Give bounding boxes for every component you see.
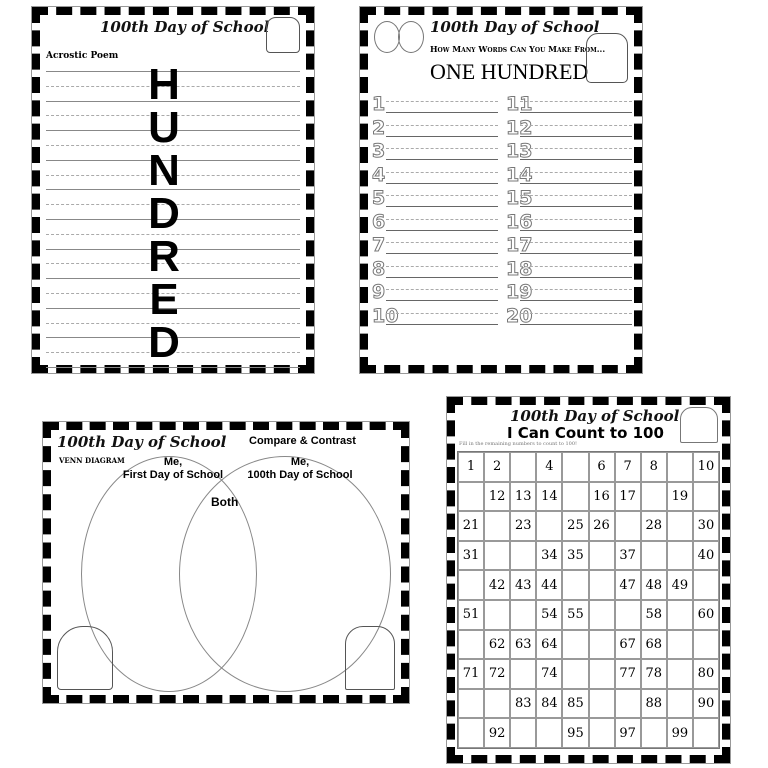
girl-reading-icon xyxy=(57,626,113,690)
number-cell[interactable] xyxy=(589,689,615,719)
number-cell[interactable] xyxy=(641,482,667,512)
word-answer-line[interactable] xyxy=(520,183,632,184)
line-number: 20 xyxy=(506,304,533,327)
number-cell[interactable] xyxy=(641,718,667,748)
number-cell: 16 xyxy=(589,482,615,512)
guide-line xyxy=(386,148,498,149)
number-cell: 35 xyxy=(562,541,588,571)
number-cell[interactable] xyxy=(458,482,484,512)
number-cell[interactable] xyxy=(615,511,641,541)
guide-line xyxy=(520,172,632,173)
number-cell: 97 xyxy=(615,718,641,748)
guide-line xyxy=(520,313,632,314)
word-answer-line[interactable] xyxy=(520,324,632,325)
number-cell: 21 xyxy=(458,511,484,541)
overlap-label: Both xyxy=(211,495,239,509)
number-cell[interactable] xyxy=(589,600,615,630)
number-cell: 71 xyxy=(458,659,484,689)
hundred-chart-worksheet xyxy=(447,397,730,763)
number-cell: 25 xyxy=(562,511,588,541)
number-cell: 34 xyxy=(536,541,562,571)
word-answer-line[interactable] xyxy=(386,230,498,231)
number-cell: 99 xyxy=(667,718,693,748)
number-cell: 4 xyxy=(536,452,562,482)
guide-line xyxy=(386,242,498,243)
number-cell: 23 xyxy=(510,511,536,541)
line-number: 9 xyxy=(372,281,386,303)
line-number: 7 xyxy=(372,234,386,256)
worksheet-prompt: How Many Words Can You Make From... xyxy=(430,44,606,54)
number-cell: 68 xyxy=(641,630,667,660)
line-number: 2 xyxy=(372,116,386,139)
word-answer-line[interactable] xyxy=(520,136,632,137)
number-cell[interactable] xyxy=(589,659,615,689)
guide-line xyxy=(386,219,498,220)
acrostic-letter: H xyxy=(148,60,180,109)
number-cell[interactable] xyxy=(510,600,536,630)
line-number: 5 xyxy=(372,187,386,209)
number-cell: 83 xyxy=(510,689,536,719)
guide-line xyxy=(520,242,632,243)
hundred-chart-grid xyxy=(457,451,720,749)
number-cell[interactable] xyxy=(693,718,719,748)
number-cell[interactable] xyxy=(562,452,588,482)
number-cell[interactable] xyxy=(510,659,536,689)
acrostic-letter: N xyxy=(148,146,180,195)
number-cell[interactable] xyxy=(484,511,510,541)
backpack-icon xyxy=(266,17,300,53)
number-cell[interactable] xyxy=(667,630,693,660)
number-cell: 54 xyxy=(536,600,562,630)
word-answer-line[interactable] xyxy=(386,253,498,254)
number-cell: 12 xyxy=(484,482,510,512)
line-number: 18 xyxy=(506,257,533,280)
number-cell[interactable] xyxy=(667,541,693,571)
number-cell[interactable] xyxy=(484,541,510,571)
line-number: 1 xyxy=(372,93,386,115)
number-cell: 17 xyxy=(615,482,641,512)
boy-with-books-icon xyxy=(345,626,395,690)
number-cell: 85 xyxy=(562,689,588,719)
number-cell: 7 xyxy=(615,452,641,482)
number-cell: 92 xyxy=(484,718,510,748)
guide-line xyxy=(520,195,632,196)
number-cell[interactable] xyxy=(667,659,693,689)
number-cell: 13 xyxy=(510,482,536,512)
acrostic-letter: R xyxy=(148,232,180,281)
number-cell: 44 xyxy=(536,570,562,600)
line-number: 8 xyxy=(372,257,386,280)
guide-line xyxy=(386,172,498,173)
number-cell: 77 xyxy=(615,659,641,689)
number-cell: 74 xyxy=(536,659,562,689)
number-cell: 6 xyxy=(589,452,615,482)
number-cell[interactable] xyxy=(615,600,641,630)
line-number: 10 xyxy=(372,304,399,327)
line-number: 16 xyxy=(506,210,533,233)
worksheet-title: 100th Day of School xyxy=(430,18,600,36)
number-cell: 88 xyxy=(641,689,667,719)
line-number: 19 xyxy=(506,281,533,303)
backpack-icon xyxy=(586,33,628,83)
right-circle-label: Me, 100th Day of School xyxy=(247,456,353,481)
number-cell[interactable] xyxy=(667,511,693,541)
number-cell: 90 xyxy=(693,689,719,719)
guide-line xyxy=(386,266,498,267)
worksheet-title: 100th Day of School xyxy=(510,407,680,425)
number-cell[interactable] xyxy=(510,718,536,748)
acrostic-poem-worksheet xyxy=(32,7,314,373)
number-cell: 64 xyxy=(536,630,562,660)
number-cell: 19 xyxy=(667,482,693,512)
line-number: 14 xyxy=(506,163,533,186)
word-answer-line[interactable] xyxy=(520,230,632,231)
number-cell: 14 xyxy=(536,482,562,512)
guide-line xyxy=(386,101,498,102)
number-cell[interactable] xyxy=(641,541,667,571)
number-cell: 42 xyxy=(484,570,510,600)
line-number: 11 xyxy=(506,93,533,115)
line-number: 6 xyxy=(372,210,386,233)
number-cell[interactable] xyxy=(484,600,510,630)
balloons-icon xyxy=(374,21,426,91)
line-number: 13 xyxy=(506,140,533,162)
venn-diagram-worksheet xyxy=(43,422,409,703)
number-cell[interactable] xyxy=(458,630,484,660)
number-cell: 95 xyxy=(562,718,588,748)
number-cell: 60 xyxy=(693,600,719,630)
number-cell: 62 xyxy=(484,630,510,660)
guide-line xyxy=(520,148,632,149)
number-cell[interactable] xyxy=(615,689,641,719)
worksheet-title: 100th Day of School xyxy=(57,433,227,451)
word-answer-line[interactable] xyxy=(386,136,498,137)
number-cell: 55 xyxy=(562,600,588,630)
number-cell: 10 xyxy=(693,452,719,482)
number-cell[interactable] xyxy=(458,718,484,748)
word-answer-line[interactable] xyxy=(386,159,498,160)
number-cell[interactable] xyxy=(458,689,484,719)
number-cell: 47 xyxy=(615,570,641,600)
target-word: ONE HUNDRED xyxy=(430,59,589,84)
worksheet-heading: I Can Count to 100 xyxy=(507,424,664,442)
guide-line xyxy=(386,289,498,290)
number-cell[interactable] xyxy=(510,541,536,571)
acrostic-letter: D xyxy=(148,318,180,367)
number-cell[interactable] xyxy=(536,718,562,748)
word-building-worksheet xyxy=(360,7,642,373)
number-cell[interactable] xyxy=(458,570,484,600)
number-cell[interactable] xyxy=(693,630,719,660)
word-answer-line[interactable] xyxy=(386,183,498,184)
acrostic-letter: E xyxy=(149,275,179,324)
word-answer-line[interactable] xyxy=(386,112,498,113)
number-cell: 40 xyxy=(693,541,719,571)
guide-line xyxy=(520,125,632,126)
number-cell: 48 xyxy=(641,570,667,600)
word-answer-line[interactable] xyxy=(386,324,498,325)
number-cell[interactable] xyxy=(589,541,615,571)
number-cell: 28 xyxy=(641,511,667,541)
student-at-desk-icon xyxy=(680,407,718,443)
number-cell: 84 xyxy=(536,689,562,719)
number-cell[interactable] xyxy=(536,511,562,541)
guide-line xyxy=(386,125,498,126)
number-cell: 49 xyxy=(667,570,693,600)
word-answer-line[interactable] xyxy=(520,277,632,278)
worksheet-title: 100th Day of School xyxy=(100,18,270,36)
number-cell: 1 xyxy=(458,452,484,482)
number-cell[interactable] xyxy=(693,570,719,600)
word-answer-line[interactable] xyxy=(520,159,632,160)
number-cell: 51 xyxy=(458,600,484,630)
number-cell[interactable] xyxy=(484,689,510,719)
line-number: 3 xyxy=(372,140,386,162)
worksheet-subtitle: Acrostic Poem xyxy=(46,51,119,61)
guide-line xyxy=(520,266,632,267)
writing-line[interactable] xyxy=(46,367,300,368)
number-cell[interactable] xyxy=(667,600,693,630)
line-number: 17 xyxy=(506,234,533,256)
number-cell[interactable] xyxy=(562,659,588,689)
number-cell: 80 xyxy=(693,659,719,689)
acrostic-letter: U xyxy=(148,103,180,152)
word-answer-line[interactable] xyxy=(386,300,498,301)
left-circle-label: Me, First Day of School xyxy=(122,456,224,481)
word-answer-line[interactable] xyxy=(386,277,498,278)
line-number: 12 xyxy=(506,116,533,139)
number-cell: 72 xyxy=(484,659,510,689)
number-cell: 37 xyxy=(615,541,641,571)
number-cell: 78 xyxy=(641,659,667,689)
number-cell[interactable] xyxy=(589,630,615,660)
word-answer-line[interactable] xyxy=(520,206,632,207)
guide-line xyxy=(520,101,632,102)
word-answer-line[interactable] xyxy=(520,253,632,254)
number-cell[interactable] xyxy=(589,570,615,600)
line-number: 4 xyxy=(372,163,386,186)
number-cell[interactable] xyxy=(562,630,588,660)
guide-line xyxy=(520,219,632,220)
number-cell: 58 xyxy=(641,600,667,630)
number-cell[interactable] xyxy=(562,482,588,512)
number-cell[interactable] xyxy=(667,452,693,482)
number-cell: 31 xyxy=(458,541,484,571)
worksheet-subtitle: VENN DIAGRAM xyxy=(59,456,125,465)
worksheet-heading: Compare & Contrast xyxy=(249,435,356,447)
number-cell[interactable] xyxy=(693,482,719,512)
number-cell: 8 xyxy=(641,452,667,482)
line-number: 15 xyxy=(506,187,533,209)
number-cell: 63 xyxy=(510,630,536,660)
number-cell: 2 xyxy=(484,452,510,482)
word-answer-line[interactable] xyxy=(520,112,632,113)
number-cell: 30 xyxy=(693,511,719,541)
guide-line xyxy=(386,313,498,314)
number-cell[interactable] xyxy=(510,452,536,482)
word-answer-line[interactable] xyxy=(520,300,632,301)
number-cell: 43 xyxy=(510,570,536,600)
guide-line xyxy=(520,289,632,290)
number-cell[interactable] xyxy=(562,570,588,600)
number-cell: 26 xyxy=(589,511,615,541)
acrostic-letter: D xyxy=(148,189,180,238)
instructions: Fill in the remaining numbers to count to 100! xyxy=(459,441,578,447)
word-answer-line[interactable] xyxy=(386,206,498,207)
guide-line xyxy=(386,195,498,196)
number-cell[interactable] xyxy=(589,718,615,748)
number-cell[interactable] xyxy=(667,689,693,719)
number-cell: 67 xyxy=(615,630,641,660)
